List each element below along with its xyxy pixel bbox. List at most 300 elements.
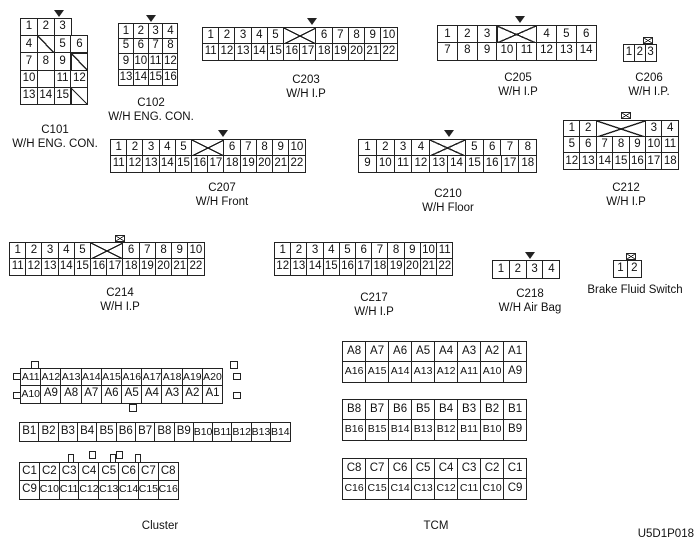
pin-cell: A18	[161, 368, 182, 387]
pin-cell: C10	[39, 480, 60, 500]
pin-cell: 5	[118, 38, 134, 55]
pin-row	[9, 259, 205, 276]
connector-c218-desc: W/H Air Bag	[498, 302, 562, 314]
pin-cell: 15	[612, 152, 630, 170]
pin-row	[342, 362, 527, 383]
pin-row	[118, 70, 178, 86]
pin-cell: C13	[411, 478, 435, 500]
pin-cell: 8	[457, 42, 478, 61]
pin-cell: 11	[661, 136, 679, 154]
pin-cell: 13	[118, 69, 134, 86]
pin-row	[19, 481, 179, 500]
pin-cell: 7	[500, 139, 519, 157]
pin-cell: C11	[457, 478, 481, 500]
pin-cell: C12	[434, 478, 458, 500]
pin-cell: 13	[20, 87, 38, 105]
pin-cell: C3	[59, 462, 80, 482]
c203-key-marker	[307, 18, 317, 25]
pin-cell: 12	[274, 258, 291, 276]
c214-lock-marker	[115, 235, 125, 242]
blank-cavity	[37, 35, 55, 53]
pin-row	[274, 259, 453, 276]
pin-cell: A19	[182, 368, 203, 387]
pin-cell: 7	[437, 42, 458, 61]
pin-cell: 2	[509, 260, 527, 279]
pin-cell: 15	[323, 258, 340, 276]
pin-cell: 1	[613, 260, 628, 278]
pin-cell: 18	[371, 258, 388, 276]
pin-cell: 4	[162, 23, 178, 40]
pin-cell: A6	[101, 385, 122, 404]
pin-cell: 4	[159, 139, 176, 157]
pin-cell: 18	[661, 152, 679, 170]
connector-c212-label: C212	[612, 182, 640, 194]
pin-cell: 19	[387, 258, 404, 276]
pin-cell: B10	[193, 422, 214, 442]
pin-cell: 10	[187, 242, 204, 260]
pin-cell: 18	[518, 155, 537, 173]
pin-cell: 3	[645, 120, 663, 138]
pin-cell: 1	[20, 18, 38, 36]
pin-cell: C11	[59, 480, 80, 500]
pin-cell: 19	[139, 258, 156, 276]
connector-c217-desc: W/H I.P	[354, 306, 394, 318]
pin-cell: 11	[110, 155, 127, 173]
c212-lock-marker	[621, 112, 631, 119]
pin-cell: 17	[207, 155, 224, 173]
connector-c102-desc: W/H ENG. CON.	[108, 111, 194, 123]
pin-cell: 5	[267, 27, 284, 45]
pin-cell: C5	[411, 458, 435, 480]
pin-row	[358, 156, 537, 173]
pin-cell: 5	[54, 35, 72, 53]
pin-cell: 14	[133, 69, 149, 86]
cluster-a-latch-left-1	[13, 373, 21, 380]
pin-row	[437, 43, 597, 61]
pin-cell: B12	[231, 422, 252, 442]
pin-cell: 16	[90, 258, 107, 276]
pin-cell: 15	[465, 155, 484, 173]
pin-cell: 3	[234, 27, 251, 45]
pin-cell: 8	[348, 27, 365, 45]
pin-cell: 11	[394, 155, 413, 173]
pin-cell: 4	[536, 25, 557, 44]
pin-cell: 2	[218, 27, 235, 45]
pin-cell: 16	[162, 69, 178, 86]
pin-cell: A10	[20, 385, 41, 404]
pin-cell: 9	[364, 27, 381, 45]
cluster-a-latch-right-2	[233, 392, 241, 399]
pin-cell: 6	[579, 136, 597, 154]
pin-cell: 14	[306, 258, 323, 276]
pin-cell: 16	[629, 152, 647, 170]
pin-cell: 7	[20, 52, 38, 70]
pin-cell: 4	[542, 260, 560, 279]
pin-cell: 21	[364, 43, 381, 61]
pin-cell: 4	[251, 27, 268, 45]
pin-cell: 9	[118, 53, 134, 70]
pin-cell: 22	[288, 155, 305, 173]
pin-cell: 14	[576, 42, 597, 61]
pin-cell: 10	[133, 53, 149, 70]
pin-cell: 3	[54, 18, 72, 36]
pin-cell: A7	[365, 341, 389, 363]
pin-cell: 20	[404, 258, 421, 276]
pin-cell: B14	[388, 419, 412, 441]
c206-lock-marker	[643, 37, 653, 44]
pin-cell: 8	[37, 52, 55, 70]
pin-cell: 10	[420, 242, 437, 260]
pin-cell: C9	[503, 478, 527, 500]
pin-cell: A1	[503, 341, 527, 363]
pin-cell: B3	[457, 399, 481, 421]
pin-cell: B5	[411, 399, 435, 421]
connector-c207-label: C207	[208, 182, 236, 194]
pin-cell: 17	[355, 258, 372, 276]
connector-cluster-label: Cluster	[141, 520, 179, 532]
pin-cell: C14	[118, 480, 139, 500]
pin-cell: 18	[315, 43, 332, 61]
pin-cell: C4	[78, 462, 99, 482]
pin-cell: 13	[234, 43, 251, 61]
pin-cell: 21	[171, 258, 188, 276]
connector-c101-desc: W/H ENG. CON.	[12, 138, 98, 150]
pin-cell: 20	[348, 43, 365, 61]
pin-cell: B10	[480, 419, 504, 441]
pin-cell: 8	[155, 242, 172, 260]
pin-cell: 10	[496, 42, 517, 61]
pin-cell: B15	[365, 419, 389, 441]
c218-key-marker	[525, 252, 535, 259]
pin-cell: A5	[411, 341, 435, 363]
pin-cell: 2	[457, 25, 478, 44]
pin-row	[342, 479, 527, 500]
pin-row	[492, 260, 560, 279]
pin-row	[110, 156, 306, 173]
pin-cell: B14	[270, 422, 291, 442]
pin-cell: 8	[612, 136, 630, 154]
pin-cell: 6	[576, 25, 597, 44]
pin-cell: 15	[74, 258, 91, 276]
pin-cell: 13	[41, 258, 58, 276]
pin-cell: 21	[420, 258, 437, 276]
pin-cell: 11	[516, 42, 537, 61]
pin-row	[563, 137, 679, 154]
pin-cell: A17	[141, 368, 162, 387]
pin-cell: 2	[126, 139, 143, 157]
cluster-a-latch-bottom	[129, 404, 137, 412]
pin-cell: A5	[121, 385, 142, 404]
pin-cell: 9	[629, 136, 647, 154]
pin-row	[613, 260, 642, 278]
pin-cell: 22	[380, 43, 397, 61]
pin-cell: B6	[388, 399, 412, 421]
pin-cell: B12	[434, 419, 458, 441]
pin-cell: 19	[332, 43, 349, 61]
pin-cell: 3	[394, 139, 413, 157]
pin-row	[342, 420, 527, 441]
pin-cell: 4	[58, 242, 75, 260]
pin-cell: 14	[447, 155, 466, 173]
pin-cell: 17	[645, 152, 663, 170]
cluster-c-latch-5	[135, 454, 141, 463]
pin-cell: 3	[41, 242, 58, 260]
connector-c203-desc: W/H I.P	[286, 88, 326, 100]
pin-cell: 6	[70, 35, 88, 53]
pin-cell: 2	[627, 260, 642, 278]
blank-cavity	[70, 87, 88, 105]
pin-cell: 3	[306, 242, 323, 260]
pin-cell: 16	[191, 155, 208, 173]
pin-cell: C3	[457, 458, 481, 480]
pin-cell: A16	[342, 361, 366, 383]
pin-cell: B8	[154, 422, 175, 442]
pin-cell: 12	[70, 70, 88, 88]
pin-cell: 9	[477, 42, 498, 61]
pin-cell: 8	[518, 139, 537, 157]
pin-cell: 10	[288, 139, 305, 157]
cluster-c-latch-2	[89, 451, 96, 459]
pin-cell: 7	[240, 139, 257, 157]
pin-cell: C10	[480, 478, 504, 500]
pin-cell: C8	[158, 462, 179, 482]
pin-cell: A11	[457, 361, 481, 383]
pin-cell: C4	[434, 458, 458, 480]
pin-cell: 10	[20, 70, 38, 88]
pin-cell: 7	[148, 38, 164, 55]
pin-cell: 14	[251, 43, 268, 61]
cluster-a-latch-top-left	[31, 361, 39, 369]
pin-cell: C1	[503, 458, 527, 480]
pin-cell: 20	[155, 258, 172, 276]
pin-cell: B3	[58, 422, 79, 442]
pin-cell: 5	[74, 242, 91, 260]
pin-cell: A8	[60, 385, 81, 404]
pin-cell: 1	[623, 44, 635, 62]
pin-cell: 17	[299, 43, 316, 61]
pin-cell: A6	[388, 341, 412, 363]
cluster-a-latch-left-2	[13, 392, 21, 399]
pin-row	[623, 44, 657, 62]
pin-cell: B5	[96, 422, 117, 442]
pin-cell: B9	[503, 419, 527, 441]
pin-cell: A15	[101, 368, 122, 387]
pin-cell: B16	[342, 419, 366, 441]
pin-cell: 9	[54, 52, 72, 70]
pin-cell: 1	[9, 242, 26, 260]
pin-row	[563, 154, 679, 171]
pin-cell: 1	[437, 25, 458, 44]
pin-cell: 11	[9, 258, 26, 276]
pin-cell: A4	[141, 385, 162, 404]
c210-key-marker	[444, 130, 454, 137]
pin-cell: A2	[480, 341, 504, 363]
brake-fluid-switch-lock-marker	[626, 253, 636, 260]
pin-cell: 12	[563, 152, 581, 170]
pin-cell: 10	[380, 27, 397, 45]
pin-cell: 12	[162, 53, 178, 70]
pin-cell: 2	[579, 120, 597, 138]
pin-cell: 6	[355, 242, 372, 260]
pin-cell: 5	[563, 136, 581, 154]
pin-cell: C14	[388, 478, 412, 500]
connector-c206-label: C206	[635, 72, 663, 84]
pin-cell: A20	[202, 368, 223, 387]
cluster-a-latch-top-right	[230, 361, 238, 369]
pin-cell: 19	[240, 155, 257, 173]
pin-cell: 6	[483, 139, 502, 157]
pin-cell: C13	[98, 480, 119, 500]
connector-c210-label: C210	[434, 188, 462, 200]
connector-c207-desc: W/H Front	[195, 196, 249, 208]
pin-cell: 22	[436, 258, 453, 276]
pin-cell: 4	[323, 242, 340, 260]
pin-cell: 4	[20, 35, 38, 53]
c207-key-marker	[218, 130, 228, 137]
connector-c210-desc: W/H Floor	[422, 202, 474, 214]
pin-cell: C9	[19, 480, 40, 500]
pin-cell: B11	[457, 419, 481, 441]
pin-cell: C15	[365, 478, 389, 500]
cluster-a-latch-right-1	[233, 373, 241, 380]
pin-cell: B13	[251, 422, 272, 442]
pin-cell: 2	[290, 242, 307, 260]
connector-c212-desc: W/H I.P	[606, 196, 646, 208]
pin-cell: 1	[118, 23, 134, 40]
pin-cell: 9	[272, 139, 289, 157]
pin-cell: 2	[37, 18, 55, 36]
pin-cell: C12	[78, 480, 99, 500]
pin-cell: C2	[480, 458, 504, 480]
connector-c214-desc: W/H I.P	[100, 301, 140, 313]
pin-cell: 15	[148, 69, 164, 86]
pin-cell: 18	[122, 258, 139, 276]
pin-cell: 16	[283, 43, 300, 61]
pin-cell: 3	[526, 260, 544, 279]
pin-cell: A14	[388, 361, 412, 383]
pin-cell: A9	[40, 385, 61, 404]
connector-c102-label: C102	[137, 97, 165, 109]
pin-cell: 6	[133, 38, 149, 55]
pin-cell: B1	[503, 399, 527, 421]
pin-cell: A13	[411, 361, 435, 383]
pin-cell: 17	[501, 155, 520, 173]
pin-cell: 6	[315, 27, 332, 45]
pin-cell: 12	[218, 43, 235, 61]
pin-cell: B4	[77, 422, 98, 442]
pin-cell: A2	[182, 385, 203, 404]
pin-cell: 9	[358, 155, 377, 173]
c205-key-marker	[515, 16, 525, 23]
pin-cell: C16	[342, 478, 366, 500]
pin-cell: 13	[142, 155, 159, 173]
blank-cavity	[70, 52, 88, 70]
pin-cell: 5	[556, 25, 577, 44]
pin-cell: 9	[171, 242, 188, 260]
pin-cell: B6	[116, 422, 137, 442]
pin-cell: A10	[480, 361, 504, 383]
connector-brake-fluid-switch-label: Brake Fluid Switch	[587, 284, 683, 296]
pin-cell: 2	[133, 23, 149, 40]
pin-cell: 4	[661, 120, 679, 138]
pin-cell: 6	[122, 242, 139, 260]
pin-cell: A16	[121, 368, 142, 387]
pin-cell: B2	[38, 422, 59, 442]
pin-cell: 15	[175, 155, 192, 173]
pin-cell: A4	[434, 341, 458, 363]
pin-cell: A13	[60, 368, 81, 387]
pin-cell: 14	[37, 87, 55, 105]
pin-cell: 3	[142, 139, 159, 157]
pin-cell: C7	[365, 458, 389, 480]
pin-cell: 6	[223, 139, 240, 157]
connector-c205-desc: W/H I.P	[498, 86, 538, 98]
pin-cell: 1	[563, 120, 581, 138]
pin-row	[20, 386, 223, 404]
pin-cell: 13	[579, 152, 597, 170]
pin-cell: 3	[645, 44, 657, 62]
pin-cell: 8	[387, 242, 404, 260]
pin-cell: A12	[40, 368, 61, 387]
blank-cavity	[37, 70, 55, 88]
cluster-c-latch-4	[116, 451, 123, 459]
pin-cell: 4	[411, 139, 430, 157]
pin-cell: A3	[161, 385, 182, 404]
pin-cell: C7	[138, 462, 159, 482]
pin-cell: C8	[342, 458, 366, 480]
cluster-c-latch-1	[68, 454, 74, 463]
pin-cell: 2	[376, 139, 395, 157]
pin-cell: C1	[19, 462, 40, 482]
pin-row	[118, 39, 178, 55]
pin-cell: 8	[256, 139, 273, 157]
pin-cell: B1	[19, 422, 40, 442]
pin-cell: 10	[376, 155, 395, 173]
pin-cell: 16	[339, 258, 356, 276]
pin-cell: 1	[492, 260, 510, 279]
pin-cell: 13	[290, 258, 307, 276]
pin-cell: 20	[256, 155, 273, 173]
pin-cell: B13	[411, 419, 435, 441]
pin-cell: 1	[274, 242, 291, 260]
pin-cell: A11	[20, 368, 41, 387]
pin-cell: 5	[175, 139, 192, 157]
pin-cell: B7	[365, 399, 389, 421]
pin-cell: B7	[135, 422, 156, 442]
pin-cell: 12	[126, 155, 143, 173]
pin-cell: 7	[596, 136, 614, 154]
pin-cell: 22	[187, 258, 204, 276]
pin-cell: 10	[645, 136, 663, 154]
pin-cell: C5	[98, 462, 119, 482]
pin-cell: 14	[596, 152, 614, 170]
pin-row	[118, 55, 178, 71]
pin-cell: 7	[139, 242, 156, 260]
pin-cell: 9	[404, 242, 421, 260]
pin-row	[202, 44, 398, 61]
c102-key-marker	[146, 15, 156, 22]
pin-cell: 13	[556, 42, 577, 61]
pin-cell: 18	[223, 155, 240, 173]
pin-cell: 21	[272, 155, 289, 173]
pin-cell: 3	[477, 25, 498, 44]
pin-cell: 15	[267, 43, 284, 61]
pin-cell: 11	[436, 242, 453, 260]
pin-cell: 2	[25, 242, 42, 260]
pin-cell: 12	[411, 155, 430, 173]
pin-cell: 5	[465, 139, 484, 157]
pin-cell: 7	[332, 27, 349, 45]
